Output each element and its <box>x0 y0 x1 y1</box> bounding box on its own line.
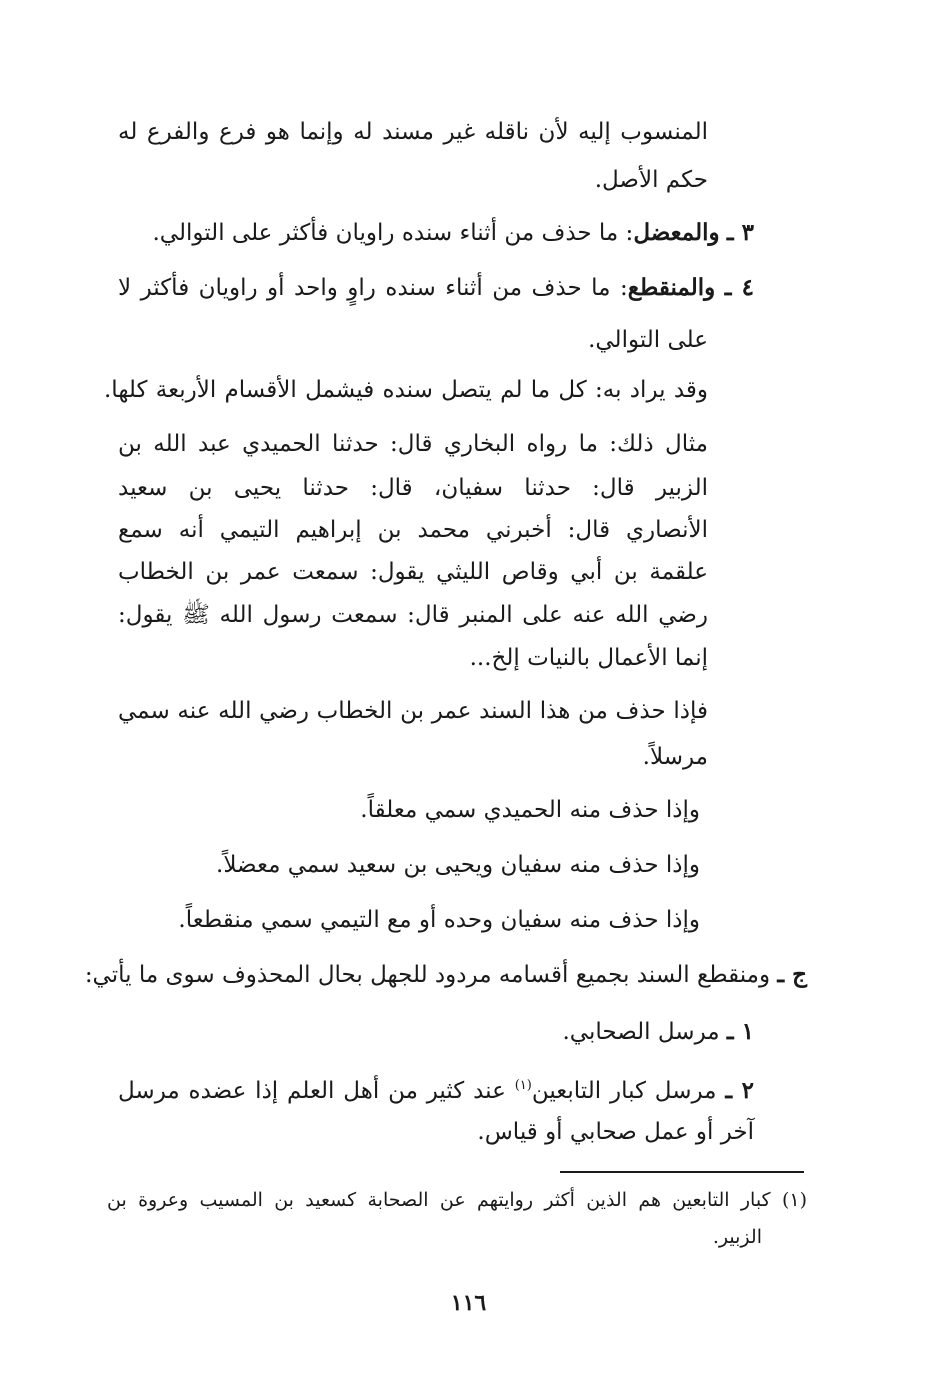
example-line-6 <box>118 638 708 678</box>
example-line-3 <box>118 510 708 550</box>
footnote-text-2: الزبير. <box>712 1226 762 1248</box>
continuation-text-1: المنسوب إليه لأن ناقله غير مسند له وإنما هو فرع والفرع له <box>118 119 708 145</box>
section-c-line <box>84 955 807 995</box>
muallaq-line <box>140 790 700 830</box>
section-c-label: ج ـ <box>777 961 807 988</box>
munqati-line <box>140 900 700 940</box>
munqati-text: وإذا حذف منه سفيان وحده أو مع التيمي سمي منقطعاً. <box>178 907 700 933</box>
item-4-text: : ما حذف من أثناء سنده راوٍ واحد أو راويان فأكثر لا <box>118 275 628 301</box>
exception-2-line-2 <box>118 1112 754 1152</box>
item-3-line <box>118 213 754 253</box>
example-line-4 <box>118 552 708 592</box>
exception-2-number: ٢ ـ <box>725 1077 754 1104</box>
continuation-line-1 <box>118 112 708 152</box>
section-c-text: ومنقطع السند بجميع أقسامه مردود للجهل بحال المحذوف سوى ما يأتي: <box>84 962 771 988</box>
footnote-marker: (١) <box>781 1189 807 1211</box>
mudal-text: وإذا حذف منه سفيان ويحيى بن سعيد سمي معضلاً. <box>216 852 700 878</box>
general-note-line <box>104 370 708 410</box>
exception-1-text: مرسل الصحابي. <box>562 1019 720 1045</box>
exception-1-line <box>194 1012 754 1052</box>
item-4-text-2: على التوالي. <box>588 327 708 353</box>
exception-1-number: ١ ـ <box>726 1018 754 1045</box>
example-text-3: الأنصاري قال: أخبرني محمد بن إبراهيم التيمي أنه سمع <box>118 517 708 543</box>
exception-2-text-before: مرسل كبار التابعين <box>531 1078 717 1104</box>
exception-2-text-after: عند كثير من أهل العلم إذا عضده مرسل <box>118 1078 515 1104</box>
continuation-line-2 <box>118 160 708 200</box>
item-4-term: والمنقطع <box>627 274 716 301</box>
mursal-line-2 <box>118 737 708 777</box>
example-line-1 <box>118 424 708 464</box>
item-4-line-1 <box>118 268 754 308</box>
example-text-4: علقمة بن أبي وقاص الليثي يقول: سمعت عمر بن الخطاب <box>118 559 708 585</box>
mursal-text-1: فإذا حذف من هذا السند عمر بن الخطاب رضي الله عنه سمي <box>118 698 708 724</box>
item-4-number: ٤ ـ <box>724 274 754 301</box>
page-number: ١١٦ <box>450 1290 487 1316</box>
general-note-text: وقد يراد به: كل ما لم يتصل سنده فيشمل الأقسام الأربعة كلها. <box>104 377 708 403</box>
muallaq-text: وإذا حذف منه الحميدي سمي معلقاً. <box>360 797 700 823</box>
footnote-text-1: كبار التابعين هم الذين أكثر روايتهم عن الصحابة كسعيد بن المسيب وعروة بن <box>107 1189 771 1211</box>
continuation-text-2: حكم الأصل. <box>594 167 708 193</box>
footnote-line-2 <box>112 1220 762 1254</box>
item-3-text: : ما حذف من أثناء سنده راويان فأكثر على التوالي. <box>152 220 634 246</box>
example-line-5 <box>118 595 708 635</box>
item-3-number: ٣ ـ <box>726 219 754 246</box>
example-line-2 <box>118 468 708 508</box>
item-3-term: والمعضل <box>633 219 720 246</box>
example-text-1: مثال ذلك: ما رواه البخاري قال: حدثنا الحميدي عبد الله بن <box>118 431 708 457</box>
mudal-line <box>140 845 700 885</box>
example-text-6: إنما الأعمال بالنيات إلخ... <box>469 645 708 671</box>
footnote-line-1 <box>107 1183 807 1217</box>
mursal-line-1 <box>118 691 708 731</box>
footnote-reference[interactable]: (١) <box>514 1078 532 1093</box>
exception-2-line-1 <box>118 1066 754 1111</box>
exception-2-text-2: آخر أو عمل صحابي أو قياس. <box>477 1119 754 1145</box>
footnote-separator <box>560 1171 804 1173</box>
item-4-line-2 <box>118 320 708 360</box>
example-text-2: الزبير قال: حدثنا سفيان، قال: حدثنا يحيى بن سعيد <box>118 475 708 501</box>
mursal-text-2: مرسلاً. <box>642 744 708 770</box>
example-text-5: رضي الله عنه على المنبر قال: سمعت رسول الله ﷺ يقول: <box>118 602 708 628</box>
